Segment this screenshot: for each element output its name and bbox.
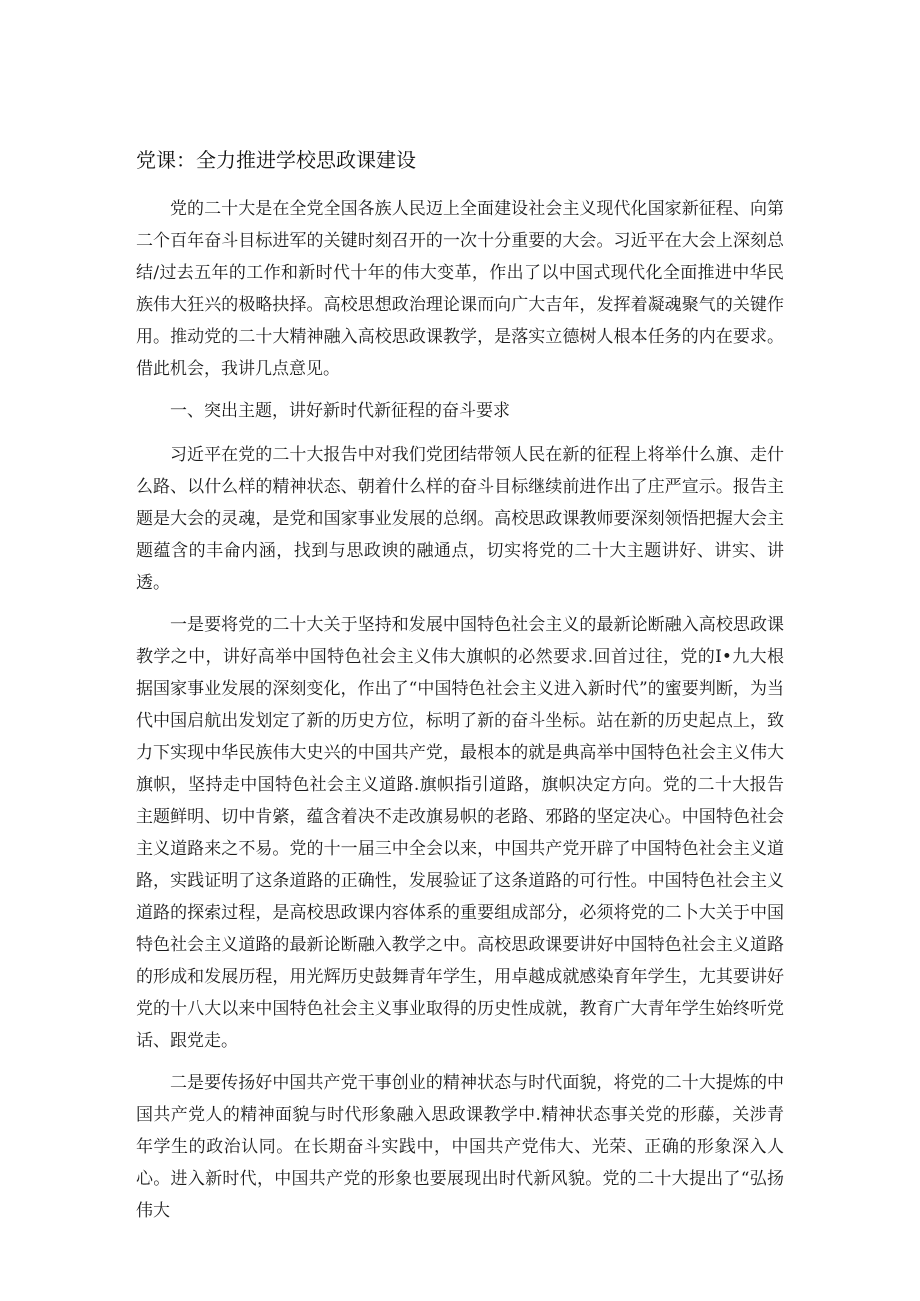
- document-title: 党课：全力推进学校思政课建设: [136, 148, 416, 172]
- section-heading-1: 一、突出主题，讲好新时代新征程的奋斗要求: [170, 401, 510, 421]
- document-body: [136, 193, 784, 1237]
- paragraph-point-two: 二是要传扬好中国共产党干事创业的精神状态与时代面貌，将党的二十大提炼的中国共产党人的精神面貌与时代形象融入思政课教学中.精神状态事关党的形藤，关涉青年学生的政治认同。在长期奋斗实践中，中国共产党伟大、光荣、正确的形象深入人心。进入新时代，中国共产党的形象也要展现出时代新风貌。党的二十大提出了“弘扬伟大: [136, 1073, 784, 1221]
- paragraph-point-one: 一是要将党的二十大关于坚持和发展中国特色社会主义的最新论断融入高校思政课教学之中，讲好高举中国特色社会主义伟大旗帜的必然要求.回首过往，党的I•九大根据国家事业发展的深刻变化，作出了“中国特色社会主义进入新时代”的蜜要判断，为当代中国启航出发划定了新的历史方位，标明了新的奋斗坐标。站在新的历史起点上，致力下实现中华民族伟大史兴的中国共产党，最根本的就是典高举中国特色社会主义伟大旗帜，坚持走中国特色社会主义道路.旗帜指引道路，旗帜决定方向。党的二十大报告主题鲜明、切中肯綮，蕴含着决不走改旗易帜的老路、邪路的坚定决心。中国特色社会主义道路来之不易。党的十一届三中全会以来，中国共产党开辟了中国特色社会主义道路，实践证明了这条道路的正确性，发展验证了这条道路的可行性。中国特色社会主义道路的探索过程，是高校思政课内容体系的重要组成部分，必须将党的二卜大关于中国特色社会主义道路的最新论断融入教学之中。高校思政课要讲好中国特色社会主义道路的形成和发展历程，用光辉历史鼓舞青年学生，用卓越成就感染育年学生，尢其要讲好党的十八大以来中国特色社会主义事业取得的历史性成就，教育广大青年学生始终听党话、跟党走。: [136, 615, 784, 1051]
- paragraph-intro: 党的二十大是在全党全国各族人民迈上全面建设社会主义现代化国家新征程、向第二个百年奋斗目标进军的关键时刻召开的一次十分重要的大会。习近平在大会上深刻总结/过去五年的工作和新时代十年的伟大变革，作出了以中国式现代化全面推进中华民族伟大狂兴的极略抉择。高校思想政治理论课而向广大吉年，发挥着凝魂聚气的关键作用。推动党的二十大精神融入高校思政课教学，是落实立德树人根本任务的内在要求。借此机会，我讲几点意见。: [136, 199, 784, 379]
- paragraph-theme: 习近平在党的二十大报告中对我们党团结带领人民在新的征程上将举什么旗、走什么路、以什么样的精神状态、朝着什么样的奋斗目标继续前进作出了庄严宣示。报告主题是大会的灵魂，是党和国家事业发展的总纲。高校思政课教师要深刻领悟把握大会主题蕴含的丰侖内涵，找到与思政谀的融通点，切实将党的二十大主题讲好、讲实、讲透。: [136, 445, 784, 593]
